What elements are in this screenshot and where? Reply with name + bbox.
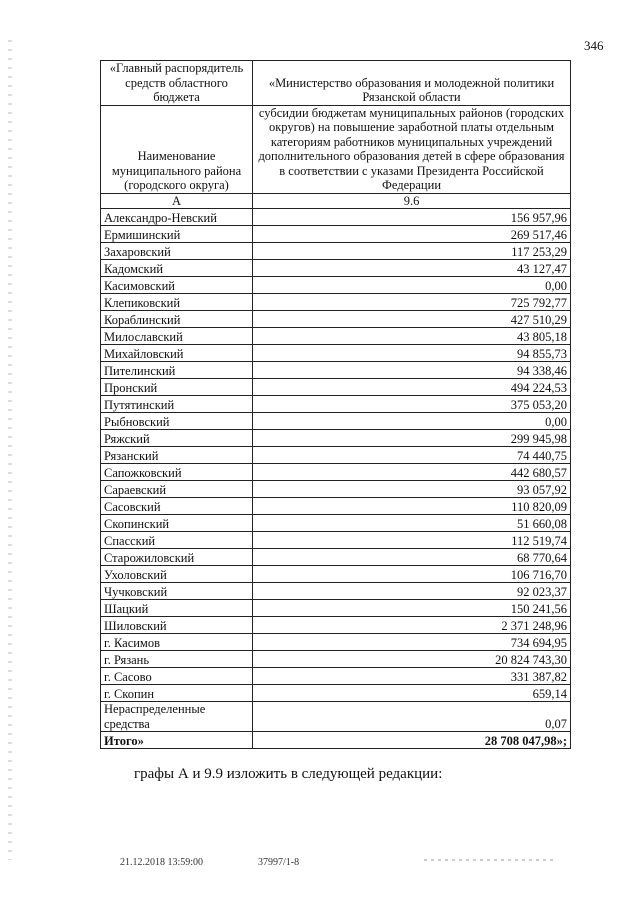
table-row — [101, 277, 571, 294]
header-subsidy-column: субсидии бюджетам муниципальных районов (городских округов) на повышение заработной платы отдельным категориям работников муниципальных учреждений дополнительного образования детей в сфере образования в соответствии с указами Президента Российской Федерации — [253, 105, 571, 193]
subsidy-amount: 150 241,56 — [253, 600, 571, 617]
table-row — [101, 668, 571, 685]
table-row — [101, 634, 571, 651]
district-name: Захаровский — [101, 243, 253, 260]
district-name: Пителинский — [101, 362, 253, 379]
subsidy-amount: 94 338,46 — [253, 362, 571, 379]
header-row-codes — [101, 193, 571, 209]
subsidy-amount: 725 792,77 — [253, 294, 571, 311]
district-name: Старожиловский — [101, 549, 253, 566]
header-district-column: Наименование муниципального района (городского округа) — [101, 105, 253, 193]
subsidy-amount: 43 127,47 — [253, 260, 571, 277]
table-row — [101, 413, 571, 430]
subsidy-amount: 74 440,75 — [253, 447, 571, 464]
subsidy-amount: 112 519,74 — [253, 532, 571, 549]
subsidy-amount: 331 387,82 — [253, 668, 571, 685]
footer-document-id: 37997/1-8 — [258, 857, 300, 868]
column-code-a: А — [101, 193, 253, 209]
subsidy-amount: 156 957,96 — [253, 209, 571, 226]
district-name: Кадомский — [101, 260, 253, 277]
table-row — [101, 651, 571, 668]
header-row-distributor — [101, 61, 571, 106]
table-row — [101, 549, 571, 566]
district-name: Скопинский — [101, 515, 253, 532]
district-name: Рыбновский — [101, 413, 253, 430]
table-row — [101, 396, 571, 413]
district-name: Сараевский — [101, 481, 253, 498]
district-name: Клепиковский — [101, 294, 253, 311]
table-row — [101, 311, 571, 328]
district-name: Ряжский — [101, 430, 253, 447]
table-row — [101, 345, 571, 362]
district-name: г. Скопин — [101, 685, 253, 702]
page-number: 346 — [584, 38, 604, 53]
subsidy-amount: 51 660,08 — [253, 515, 571, 532]
district-name: Шиловский — [101, 617, 253, 634]
subsidy-amount: 299 945,98 — [253, 430, 571, 447]
table-row — [101, 209, 571, 226]
district-name: Кораблинский — [101, 311, 253, 328]
subsidy-amount: 0,00 — [253, 277, 571, 294]
subsidy-amount: 94 855,73 — [253, 345, 571, 362]
subsidy-amount: 375 053,20 — [253, 396, 571, 413]
scan-margin-marks — [8, 40, 12, 860]
subsidy-amount: 0,00 — [253, 413, 571, 430]
table-row — [101, 685, 571, 702]
subsidy-amount: 734 694,95 — [253, 634, 571, 651]
table-row — [101, 566, 571, 583]
subsidy-amount: 93 057,92 — [253, 481, 571, 498]
amendment-note: графы А и 9.9 изложить в следующей редакции: — [134, 766, 443, 782]
subsidy-amount: 2 371 248,96 — [253, 617, 571, 634]
district-name: Милославский — [101, 328, 253, 345]
subsidy-amount: 20 824 743,30 — [253, 651, 571, 668]
district-name: Спасский — [101, 532, 253, 549]
subsidy-amount: 659,14 — [253, 685, 571, 702]
table-row — [101, 447, 571, 464]
subsidy-amount: 117 253,29 — [253, 243, 571, 260]
subsidy-amount: 442 680,57 — [253, 464, 571, 481]
table-row — [101, 515, 571, 532]
district-name: Касимовский — [101, 277, 253, 294]
district-name: Пронский — [101, 379, 253, 396]
table-row — [101, 498, 571, 515]
table-row — [101, 732, 571, 749]
footer-timestamp: 21.12.2018 13:59:00 — [120, 857, 204, 868]
subsidy-amount: 0,07 — [253, 702, 571, 732]
subsidy-amount: 494 224,53 — [253, 379, 571, 396]
district-name: Чучковский — [101, 583, 253, 600]
subsidy-amount: 43 805,18 — [253, 328, 571, 345]
district-name: Шацкий — [101, 600, 253, 617]
district-name: г. Сасово — [101, 668, 253, 685]
table-row — [101, 481, 571, 498]
table-row — [101, 260, 571, 277]
table-row — [101, 362, 571, 379]
table-row — [101, 583, 571, 600]
table-row — [101, 243, 571, 260]
table-row — [101, 532, 571, 549]
header-distributor-label: «Главный распорядитель средств областного бюджета — [101, 61, 253, 106]
subsidy-amount: 269 517,46 — [253, 226, 571, 243]
table-row — [101, 464, 571, 481]
table-row — [101, 379, 571, 396]
header-ministry-name: «Министерство образования и молодежной политики Рязанской области — [253, 61, 571, 106]
district-name: Ермишинский — [101, 226, 253, 243]
subsidy-amount: 92 023,37 — [253, 583, 571, 600]
district-name: Нераспределенные средства — [101, 702, 253, 732]
district-name: Рязанский — [101, 447, 253, 464]
subsidy-amount: 427 510,29 — [253, 311, 571, 328]
table-row — [101, 294, 571, 311]
subsidy-amount: 28 708 047,98»; — [253, 732, 571, 749]
table-row — [101, 328, 571, 345]
table-row — [101, 226, 571, 243]
district-name: Сасовский — [101, 498, 253, 515]
district-name: Сапожковский — [101, 464, 253, 481]
header-row-columns — [101, 105, 571, 193]
table-row — [101, 600, 571, 617]
district-name: Михайловский — [101, 345, 253, 362]
district-name: Александро-Невский — [101, 209, 253, 226]
subsidy-amount: 110 820,09 — [253, 498, 571, 515]
district-name: Путятинский — [101, 396, 253, 413]
table-row — [101, 430, 571, 447]
district-name: Ухоловский — [101, 566, 253, 583]
district-name: г. Рязань — [101, 651, 253, 668]
footer-faint-marks — [424, 859, 554, 861]
subsidy-amount: 106 716,70 — [253, 566, 571, 583]
district-name: Итого» — [101, 732, 253, 749]
district-name: г. Касимов — [101, 634, 253, 651]
budget-table — [100, 60, 571, 749]
column-code-9-6: 9.6 — [253, 193, 571, 209]
table-row — [101, 617, 571, 634]
table-row — [101, 702, 571, 732]
subsidy-amount: 68 770,64 — [253, 549, 571, 566]
